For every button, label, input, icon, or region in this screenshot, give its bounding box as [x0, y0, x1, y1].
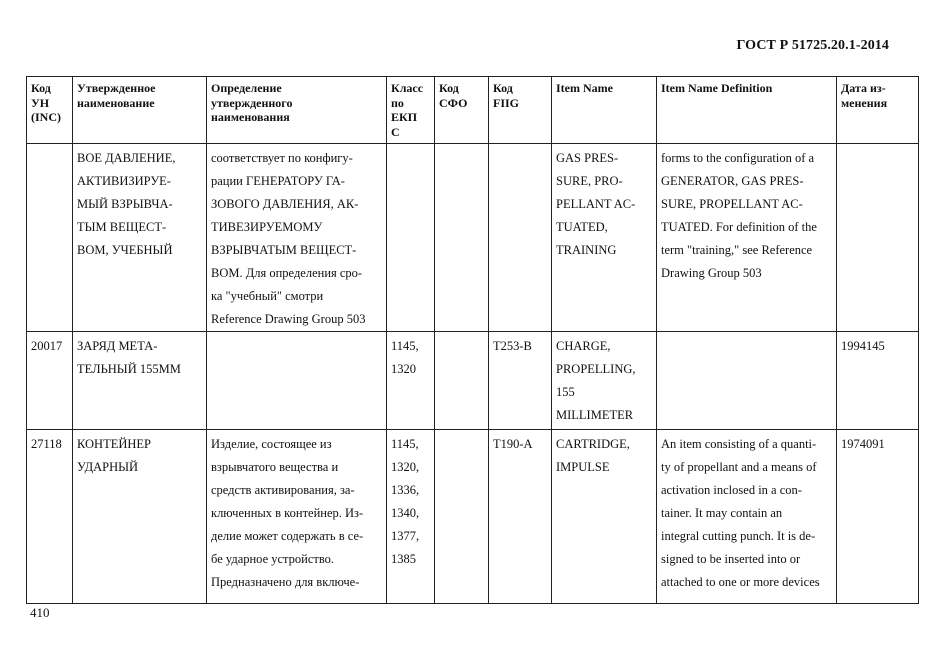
cell-line: An item consisting of a quanti- — [661, 437, 817, 451]
cell-line: АКТИВИЗИРУЕ- — [77, 174, 171, 188]
cell-line: SURE, PROPELLANT AC- — [661, 197, 803, 211]
cell-code-fiig — [489, 144, 552, 332]
cell-line: term "training," see Reference — [661, 243, 813, 257]
cell-definition — [207, 332, 387, 430]
cell-line: 1377, — [391, 529, 420, 543]
cell-line: 1385 — [391, 552, 416, 566]
cell-line: ТИВЕЗИРУЕМОМУ — [211, 220, 323, 234]
header-code-sfo — [435, 77, 489, 144]
cell-code-un — [27, 144, 73, 332]
cell-class-ekps — [387, 430, 435, 604]
cell-line: 1320 — [391, 362, 416, 376]
cell-line: MILLIMETER — [556, 408, 634, 422]
cell-line: Item Name Definition — [661, 81, 773, 95]
cell-line: IMPULSE — [556, 460, 610, 474]
cell-definition — [207, 430, 387, 604]
cell-code-fiig — [489, 430, 552, 604]
cell-code-un — [27, 332, 73, 430]
cell-line: ВОЕ ДАВЛЕНИЕ, — [77, 151, 176, 165]
cell-line: tainer. It may contain an — [661, 506, 783, 520]
cell-line: 155 — [556, 385, 575, 399]
cell-line: (INC) — [31, 110, 61, 124]
cell-line: МЫЙ ВЗРЫВЧА- — [77, 197, 173, 211]
cell-change-date — [837, 332, 919, 430]
cell-line: TUATED. For definition of the — [661, 220, 817, 234]
table-row — [27, 144, 919, 332]
cell-line: СФО — [439, 95, 468, 110]
cell-line: 20017 — [31, 339, 63, 353]
page-number: 410 — [30, 605, 50, 620]
cell-line: Код — [439, 81, 459, 95]
cell-line: КОНТЕЙНЕР — [77, 437, 151, 451]
cell-line: ty of propellant and a means of — [661, 460, 817, 474]
cell-line: CARTRIDGE, — [556, 437, 630, 451]
cell-item-name — [552, 430, 657, 604]
cell-line: 1320, — [391, 460, 420, 474]
cell-line: 1340, — [391, 506, 420, 520]
cell-line: T253-B — [493, 339, 532, 353]
header-code-fiig — [489, 77, 552, 144]
cell-line: ЗАРЯД МЕТА- — [77, 339, 158, 353]
cell-line: ка "учебный" смотри — [211, 289, 324, 303]
header-class-ekps — [387, 77, 435, 144]
cell-line: менения — [841, 95, 888, 110]
cell-line: activation inclosed in a con- — [661, 483, 802, 497]
cell-code-sfo — [435, 144, 489, 332]
cell-line: FIIG — [493, 95, 520, 110]
cell-line: PROPELLING, — [556, 362, 636, 376]
cell-line: ТЫМ ВЕЩЕСТ- — [77, 220, 167, 234]
cell-line: integral cutting punch. It is de- — [661, 529, 816, 543]
cell-line: наименования — [211, 110, 290, 124]
cell-change-date — [837, 144, 919, 332]
cell-line: T190-A — [493, 437, 533, 451]
cell-approved-name — [73, 332, 207, 430]
cell-line: forms to the configuration of a — [661, 151, 815, 165]
cell-line: соответствует по конфигу- — [211, 151, 353, 165]
cell-approved-name — [73, 430, 207, 604]
cell-class-ekps — [387, 144, 435, 332]
cell-item-name — [552, 332, 657, 430]
cell-line: Reference Drawing Group 503 — [211, 312, 366, 326]
cell-line: SURE, PRO- — [556, 174, 623, 188]
cell-line: signed to be inserted into or — [661, 552, 801, 566]
cell-line: CHARGE, — [556, 339, 611, 353]
cell-line: делие может содержать в се- — [211, 529, 364, 543]
cell-line: 1145, — [391, 339, 419, 353]
header-row — [27, 77, 919, 144]
cell-line: ТЕЛЬНЫЙ 155ММ — [77, 362, 181, 376]
cell-line: 1974091 — [841, 437, 885, 451]
cell-line: рации ГЕНЕРАТОРУ ГА- — [211, 174, 345, 188]
cell-line: GENERATOR, GAS PRES- — [661, 174, 804, 188]
cell-line: Item Name — [556, 81, 613, 95]
cell-line: 1336, — [391, 483, 420, 497]
cell-line: взрывчатого вещества и — [211, 460, 339, 474]
cell-code-sfo — [435, 332, 489, 430]
cell-approved-name — [73, 144, 207, 332]
cell-line: средств активирования, за- — [211, 483, 355, 497]
cell-definition — [207, 144, 387, 332]
cell-item-name-definition — [657, 332, 837, 430]
header-item-name — [552, 77, 657, 144]
cell-code-un — [27, 430, 73, 604]
cell-item-name-definition — [657, 144, 837, 332]
cell-line: 1145, — [391, 437, 419, 451]
cell-line: Предназначено для включе- — [211, 575, 360, 589]
cell-class-ekps — [387, 332, 435, 430]
cell-line: TUATED, — [556, 220, 608, 234]
header-item-name-definition — [657, 77, 837, 144]
cell-line: ВОМ. Для определения сро- — [211, 266, 363, 280]
header-definition — [207, 77, 387, 144]
cell-line: ЕКП — [391, 110, 418, 124]
table-row — [27, 332, 919, 430]
cell-line: Дата из- — [841, 81, 886, 95]
cell-line: по — [391, 95, 404, 110]
cell-line: TRAINING — [556, 243, 617, 257]
cell-line: ЗОВОГО ДАВЛЕНИЯ, АК- — [211, 197, 359, 211]
cell-line: наименование — [77, 95, 155, 110]
cell-line: Определение — [211, 81, 282, 95]
cell-line: PELLANT AC- — [556, 197, 636, 211]
cell-code-sfo — [435, 430, 489, 604]
cell-change-date — [837, 430, 919, 604]
cell-line: Класс — [391, 81, 424, 95]
cell-code-fiig — [489, 332, 552, 430]
table-row — [27, 430, 919, 604]
cell-line: Код — [31, 81, 51, 95]
cell-item-name — [552, 144, 657, 332]
cell-line: УН — [31, 95, 50, 110]
header-change-date — [837, 77, 919, 144]
cell-item-name-definition — [657, 430, 837, 604]
cell-line: ВЗРЫВЧАТЫМ ВЕЩЕСТ- — [211, 243, 357, 257]
cell-line: С — [391, 124, 400, 139]
cell-line: 1994145 — [841, 339, 885, 353]
header-code-un — [27, 77, 73, 144]
cell-line: УДАРНЫЙ — [77, 460, 139, 474]
header-approved-name — [73, 77, 207, 144]
cell-line: Изделие, состоящее из — [211, 437, 332, 451]
cell-line: Утвержденное — [77, 81, 156, 95]
cell-line: 27118 — [31, 437, 62, 451]
cell-line: бе ударное устройство. — [211, 552, 335, 566]
document-standard-number: ГОСТ Р 51725.20.1-2014 — [736, 38, 889, 53]
cell-line: GAS PRES- — [556, 151, 619, 165]
cell-line: attached to one or more devices — [661, 575, 820, 589]
cell-line: ключенных в контейнер. Из- — [211, 506, 364, 520]
cell-line: утвержденного — [211, 95, 293, 110]
item-registry-table — [26, 76, 919, 604]
cell-line: Drawing Group 503 — [661, 266, 762, 280]
cell-line: Код — [493, 81, 513, 95]
cell-line: ВОМ, УЧЕБНЫЙ — [77, 243, 173, 257]
